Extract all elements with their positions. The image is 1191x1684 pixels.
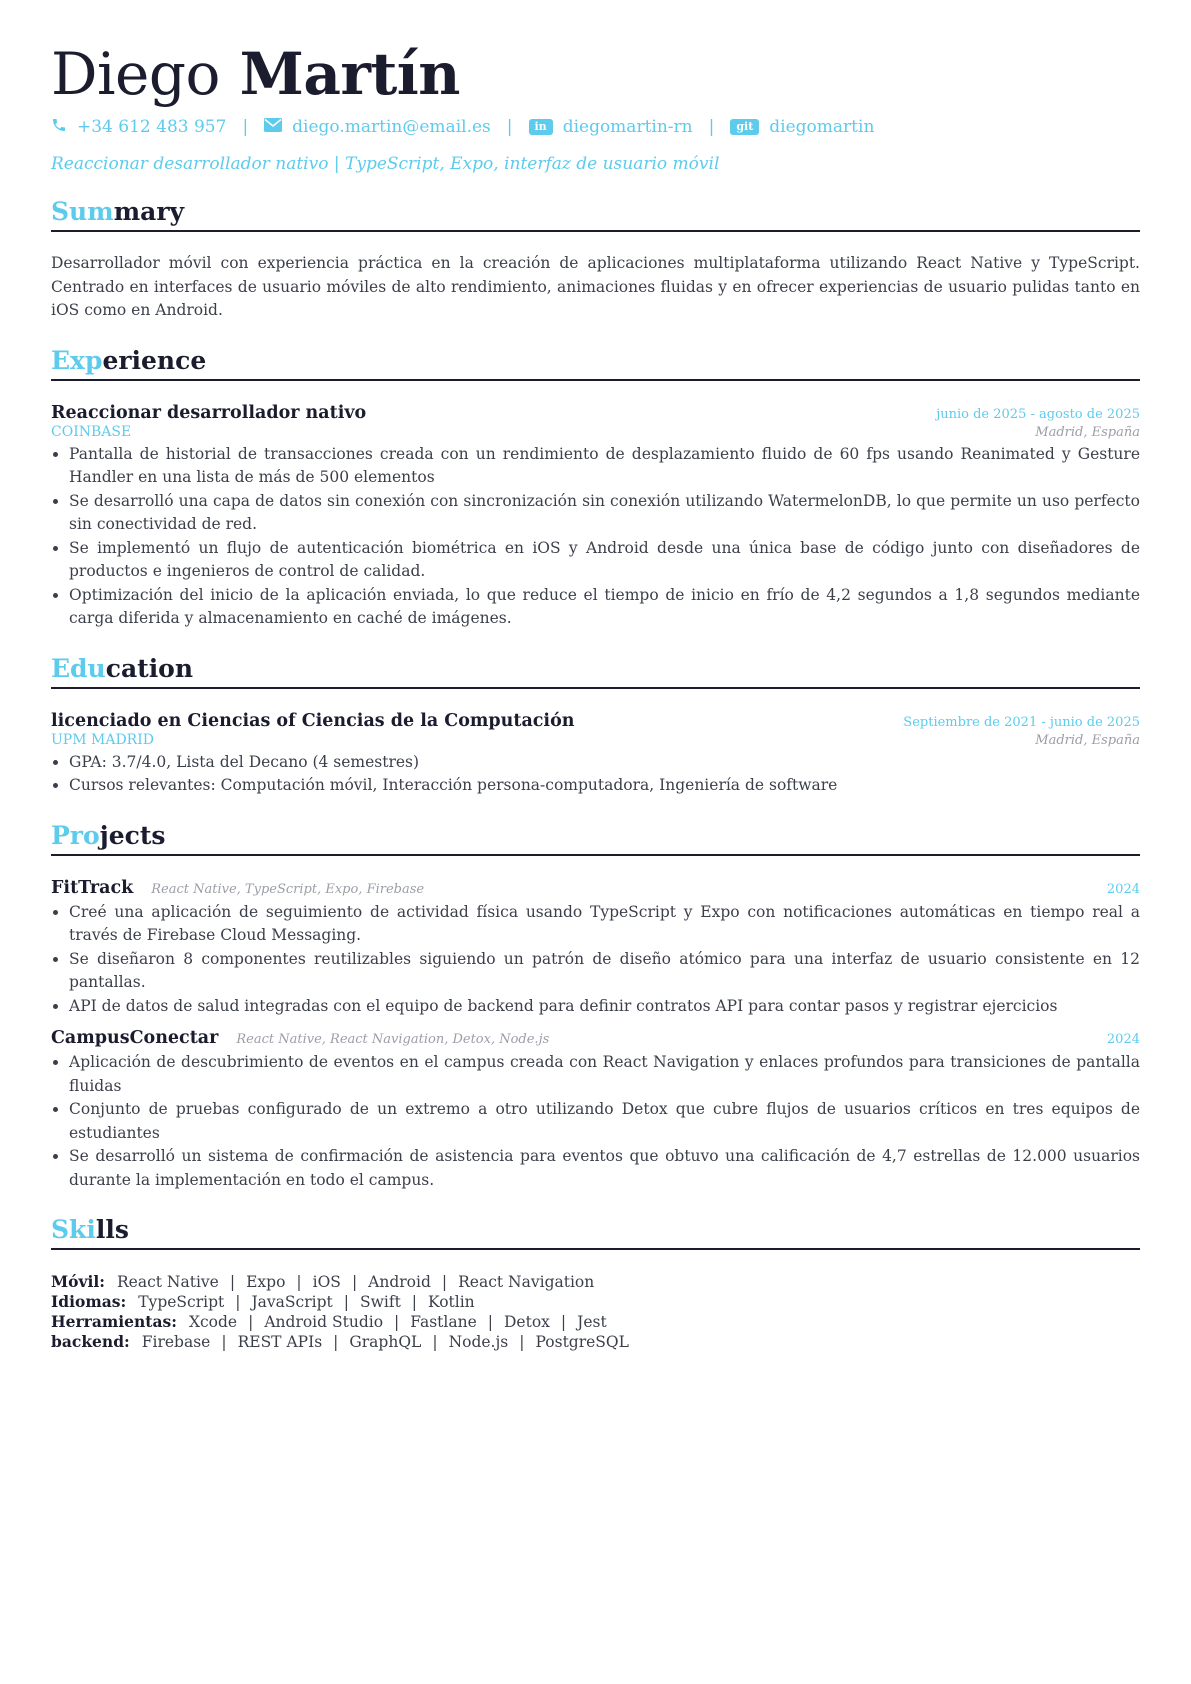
skill-separator: | — [441, 1273, 448, 1291]
job-title: Reaccionar desarrollador nativo — [51, 402, 367, 423]
skill-separator: | — [351, 1273, 358, 1291]
list-item: • GPA: 3.7/4.0, Lista del Decano (4 semestres) — [69, 751, 1140, 775]
skill-separator: | — [519, 1333, 525, 1351]
skill-item: Kotlin — [428, 1293, 475, 1311]
contact-email[interactable] — [264, 117, 491, 137]
first-name: Diego — [51, 40, 220, 108]
skill-separator: | — [394, 1313, 400, 1331]
contact-separator: | — [242, 117, 249, 137]
skill-separator: | — [296, 1273, 302, 1291]
skill-item: iOS — [312, 1273, 341, 1291]
list-item: • Se diseñaron 8 componentes reutilizables siguiendo un patrón de diseño atómico para una interfaz de usuario consistente en 12 pantallas. — [69, 948, 1140, 995]
experience-entry — [51, 403, 1140, 631]
skill-item: Expo — [246, 1273, 286, 1291]
contact-github[interactable] — [730, 117, 874, 137]
section-title-summary — [51, 196, 1140, 232]
skills-list — [51, 1272, 1140, 1352]
git-icon: git — [730, 119, 759, 135]
skill-item: Android Studio — [264, 1313, 384, 1331]
skill-row — [51, 1272, 1140, 1292]
skill-separator: | — [229, 1273, 236, 1291]
contact-phone[interactable] — [51, 117, 226, 138]
section-title-accent: Edu — [51, 653, 106, 683]
mail-icon — [264, 117, 282, 137]
project-year: 2024 — [1106, 881, 1140, 897]
contact-bar — [51, 114, 1140, 140]
section-title-experience — [51, 345, 1140, 381]
email-address: diego.martin@email.es — [292, 117, 491, 137]
education-date: Septiembre de 2021 - junio de 2025 — [903, 714, 1140, 730]
contact-separator: | — [708, 117, 715, 137]
section-title-education — [51, 653, 1140, 689]
project-year: 2024 — [1106, 1032, 1140, 1047]
list-item: • Pantalla de historial de transacciones creada con un rendimiento de desplazamiento fluido de 60 fps usando Reanimated y Gesture Handler en una lista de más de 500 elementos — [69, 443, 1140, 490]
github-handle: diegomartin — [769, 117, 875, 137]
skill-separator: | — [432, 1333, 438, 1351]
skill-item: TypeScript — [138, 1293, 225, 1311]
last-name: Martín — [239, 40, 460, 108]
skill-item: React Native — [117, 1273, 219, 1291]
section-title-accent: Ski — [51, 1215, 96, 1244]
education-entry — [51, 711, 1140, 798]
contact-separator: | — [506, 117, 513, 137]
section-title-rest: cation — [105, 653, 194, 683]
school-location: Madrid, España — [1035, 732, 1140, 748]
tagline: Reaccionar desarrollador nativo | TypeScript, Expo, interfaz de usuario móvil — [51, 154, 720, 174]
project-name: FitTrack — [51, 877, 134, 898]
degree-title: licenciado en Ciencias of Ciencias de la Computación — [51, 710, 575, 731]
project-entry — [51, 878, 1140, 1019]
skill-item: Xcode — [188, 1313, 238, 1331]
list-item: • Creé una aplicación de seguimiento de actividad física usando TypeScript y Expo con notificaciones automáticas en tiempo real a través de Firebase Cloud Messaging. — [69, 901, 1140, 948]
skill-category: Idiomas: — [51, 1292, 127, 1311]
list-item: • Se implementó un flujo de autenticación biométrica en iOS y Android desde una única base de código junto con diseñadores de productos e ingenieros de control de calidad. — [69, 537, 1140, 584]
summary-text: Desarrollador móvil con experiencia práctica en la creación de aplicaciones multiplataforma utilizando React Native y TypeScript. Centrado en interfaces de usuario móviles de alto rendimiento, animaciones fluidas y en ofrecer experiencias de usuario pulidas tanto en iOS como en Android. — [51, 254, 1140, 319]
list-item: • Cursos relevantes: Computación móvil, Interacción persona-computadora, Ingeniería de software — [69, 774, 1140, 798]
job-location: Madrid, España — [1035, 424, 1140, 440]
skill-item: REST APIs — [237, 1333, 323, 1351]
list-item: • API de datos de salud integradas con el equipo de backend para definir contratos API para contar pasos y registrar ejercicios — [69, 995, 1140, 1019]
job-date: junio de 2025 - agosto de 2025 — [936, 406, 1140, 422]
skill-row — [51, 1292, 1140, 1312]
project-name: CampusConectar — [51, 1028, 219, 1048]
section-title-projects — [51, 820, 1140, 856]
section-title-accent: Pro — [51, 820, 100, 850]
list-item: • Se desarrolló un sistema de confirmación de asistencia para eventos que obtuvo una calificación de 4,7 estrellas de 12.000 usuarios durante la implementación en todo el campus. — [69, 1145, 1140, 1192]
skill-separator: | — [248, 1313, 254, 1331]
skill-item: Android — [368, 1273, 431, 1291]
skill-separator: | — [333, 1333, 339, 1351]
skill-separator: | — [343, 1293, 349, 1311]
phone-number: +34 612 483 957 — [77, 117, 227, 137]
skill-category: Móvil: — [51, 1272, 106, 1291]
skill-item: React Navigation — [458, 1273, 595, 1291]
section-title-rest: lls — [95, 1215, 129, 1244]
section-title-skills — [51, 1214, 1140, 1250]
skill-separator: | — [235, 1293, 241, 1311]
contact-linkedin[interactable] — [529, 117, 693, 137]
linkedin-icon: in — [529, 119, 553, 135]
skill-item: Node.js — [448, 1333, 509, 1351]
skill-item: Firebase — [141, 1333, 211, 1351]
education-bullets — [51, 751, 1140, 798]
linkedin-handle: diegomartin-rn — [562, 117, 693, 137]
skill-row — [51, 1312, 1140, 1332]
phone-icon — [51, 117, 67, 138]
skill-item: PostgreSQL — [535, 1333, 629, 1351]
skill-category: backend: — [51, 1332, 130, 1351]
section-title-rest: jects — [99, 820, 166, 850]
skill-category: Herramientas: — [51, 1312, 177, 1331]
section-title-accent: Sum — [51, 197, 114, 226]
list-item: • Se desarrolló una capa de datos sin conexión con sincronización sin conexión utilizando WatermelonDB, lo que permite un uso perfecto sin conectividad de red. — [69, 490, 1140, 537]
project-tech: React Native, TypeScript, Expo, Firebase — [151, 881, 425, 897]
skill-separator: | — [560, 1313, 567, 1331]
section-title-accent: Exp — [51, 345, 103, 375]
project-entry — [51, 1028, 1140, 1192]
company-name: COINBASE — [51, 423, 132, 440]
skill-separator: | — [411, 1293, 418, 1311]
skill-item: Fastlane — [410, 1313, 477, 1331]
project-tech: React Native, React Navigation, Detox, Node.js — [236, 1032, 550, 1047]
job-bullets — [51, 443, 1140, 631]
candidate-name — [51, 38, 1140, 110]
list-item: • Conjunto de pruebas configurado de un extremo a otro utilizando Detox que cubre flujos de usuarios críticos en tres equipos de estudiantes — [69, 1098, 1140, 1145]
skill-row — [51, 1332, 1140, 1352]
project-bullets — [51, 1051, 1140, 1192]
school-name: UPM MADRID — [51, 731, 154, 748]
project-bullets — [51, 901, 1140, 1019]
skill-item: JavaScript — [251, 1293, 333, 1311]
list-item: • Aplicación de descubrimiento de eventos en el campus creada con React Navigation y enlaces profundos para transiciones de pantalla fluidas — [69, 1051, 1140, 1098]
skill-separator: | — [487, 1313, 493, 1331]
skill-separator: | — [221, 1333, 227, 1351]
section-title-rest: erience — [102, 345, 207, 375]
skill-item: Detox — [503, 1313, 550, 1331]
skill-item: GraphQL — [349, 1333, 422, 1351]
list-item: • Optimización del inicio de la aplicación enviada, lo que reduce el tiempo de inicio en frío de 4,2 segundos a 1,8 segundos mediante carga diferida y almacenamiento en caché de imágenes. — [69, 584, 1140, 631]
section-title-rest: mary — [113, 197, 185, 226]
skill-item: Swift — [359, 1293, 401, 1311]
skill-item: Jest — [577, 1313, 607, 1331]
